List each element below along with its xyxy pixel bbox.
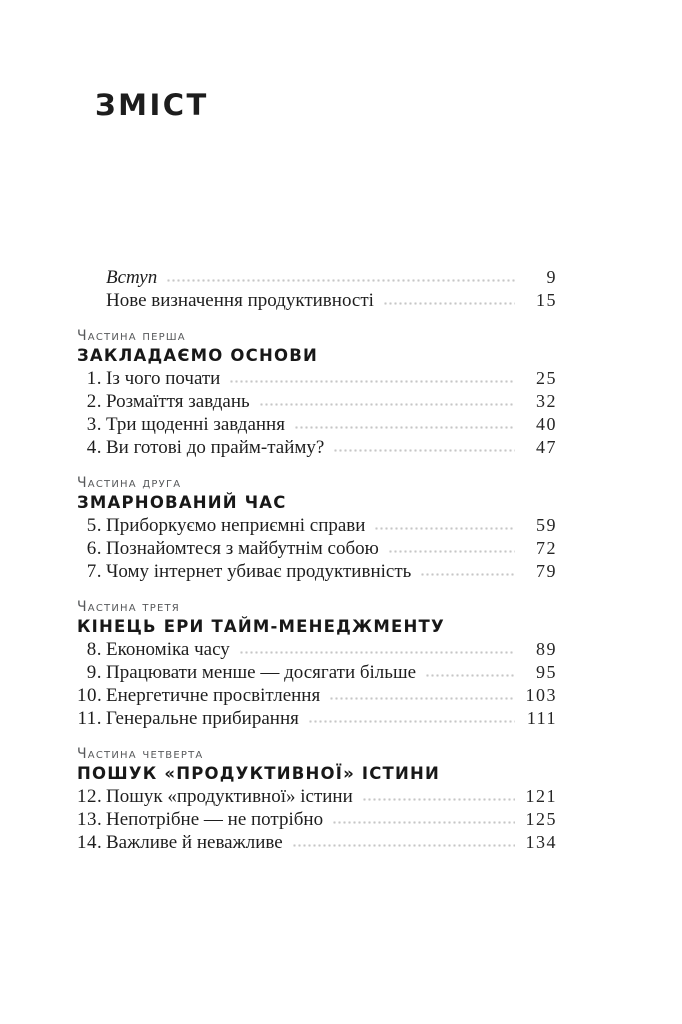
toc-part <box>77 474 557 583</box>
entry-title: Три щоденні завдання <box>106 414 285 435</box>
page-number: 121 <box>525 786 557 806</box>
part-title: ЗМАРНОВАНИЙ ЧАС <box>77 493 287 512</box>
dot-leader <box>333 449 515 452</box>
toc-entry <box>77 560 557 583</box>
dot-leader <box>308 720 515 723</box>
chapter-number: 8. <box>86 639 102 660</box>
toc-entry <box>77 367 557 390</box>
entry-title: Вступ <box>106 267 158 288</box>
page-number: 111 <box>526 708 557 728</box>
entry-title: Непотрібне — не потрібно <box>106 809 324 830</box>
toc-entry <box>77 413 557 436</box>
page-number: 47 <box>536 437 557 457</box>
dot-leader <box>229 380 515 383</box>
toc-entry <box>77 707 557 730</box>
toc-entry <box>77 831 557 854</box>
toc-entry <box>77 436 557 459</box>
entry-title: Із чого почати <box>106 368 221 389</box>
dot-leader <box>239 651 515 654</box>
page-number: 59 <box>536 515 557 535</box>
part-title: ЗАКЛАДАЄМО ОСНОВИ <box>77 346 318 365</box>
page-number: 25 <box>536 368 557 388</box>
page-number: 134 <box>525 832 557 852</box>
chapter-number: 14. <box>77 832 103 853</box>
chapter-number: 13. <box>77 809 103 830</box>
dot-leader <box>425 674 515 677</box>
chapter-number: 3. <box>86 414 102 435</box>
chapter-number: 12. <box>77 786 103 807</box>
dot-leader <box>383 302 515 305</box>
part-title: КІНЕЦЬ ЕРИ ТАЙМ-МЕНЕДЖМЕНТУ <box>77 617 445 636</box>
chapter-number: 11. <box>77 708 102 729</box>
toc-entry <box>77 537 557 560</box>
dot-leader <box>388 550 515 553</box>
dot-leader <box>259 403 515 406</box>
chapter-number: 1. <box>86 368 102 389</box>
toc-part <box>77 745 557 854</box>
page-number: 79 <box>536 561 557 581</box>
dot-leader <box>294 426 515 429</box>
toc-part <box>77 598 557 730</box>
entry-title: Ви готові до прайм-тайму? <box>106 437 325 458</box>
chapter-number: 10. <box>77 685 103 706</box>
entry-title: Познайомтеся з майбутнім собою <box>106 538 379 559</box>
page-number: 95 <box>536 662 557 682</box>
part-label: Частина друга <box>77 475 182 491</box>
part-label: Частина четверта <box>77 746 204 762</box>
page-number: 32 <box>536 391 557 411</box>
dot-leader <box>292 844 515 847</box>
entry-title: Розмаїття завдань <box>106 391 250 412</box>
entry-title: Генеральне прибирання <box>106 708 299 729</box>
toc-entry <box>77 684 557 707</box>
chapter-number: 2. <box>86 391 102 412</box>
dot-leader <box>166 279 515 282</box>
dot-leader <box>420 573 515 576</box>
toc-entry <box>77 785 557 808</box>
dot-leader <box>329 697 515 700</box>
chapter-number: 9. <box>86 662 102 683</box>
entry-title: Нове визначення продуктивності <box>106 290 374 311</box>
chapter-number: 7. <box>86 561 102 582</box>
chapter-number: 4. <box>86 437 102 458</box>
page-number: 40 <box>536 414 557 434</box>
toc-part <box>77 327 557 459</box>
dot-leader <box>332 821 515 824</box>
part-label: Частина третя <box>77 599 180 615</box>
toc-entry <box>77 266 557 289</box>
toc-entry <box>77 514 557 537</box>
toc-entry <box>77 808 557 831</box>
table-of-contents <box>77 266 557 854</box>
page-number: 9 <box>546 267 557 287</box>
chapter-number: 6. <box>86 538 102 559</box>
entry-title: Економіка часу <box>106 639 230 660</box>
page-number: 72 <box>536 538 557 558</box>
entry-title: Важливе й неважливе <box>106 832 283 853</box>
entry-title: Приборкуємо неприємні справи <box>106 515 366 536</box>
entry-title: Чому інтернет убиває продуктивність <box>106 561 412 582</box>
toc-entry <box>77 289 557 312</box>
page-number: 103 <box>525 685 557 705</box>
dot-leader <box>362 798 515 801</box>
page-number: 125 <box>525 809 557 829</box>
dot-leader <box>374 527 515 530</box>
part-title: ПОШУК «ПРОДУКТИВНОЇ» ІСТИНИ <box>77 764 441 783</box>
page-number: 89 <box>536 639 557 659</box>
toc-entry <box>77 661 557 684</box>
chapter-number: 5. <box>86 515 102 536</box>
toc-entry <box>77 638 557 661</box>
page-number: 15 <box>536 290 557 310</box>
entry-title: Працювати менше — досягати більше <box>106 662 417 683</box>
toc-entry <box>77 390 557 413</box>
part-label: Частина перша <box>77 328 186 344</box>
entry-title: Енергетичне просвітлення <box>106 685 321 706</box>
entry-title: Пошук «продуктивної» істини <box>106 786 353 807</box>
page-title: ЗМІСТ <box>95 88 209 122</box>
